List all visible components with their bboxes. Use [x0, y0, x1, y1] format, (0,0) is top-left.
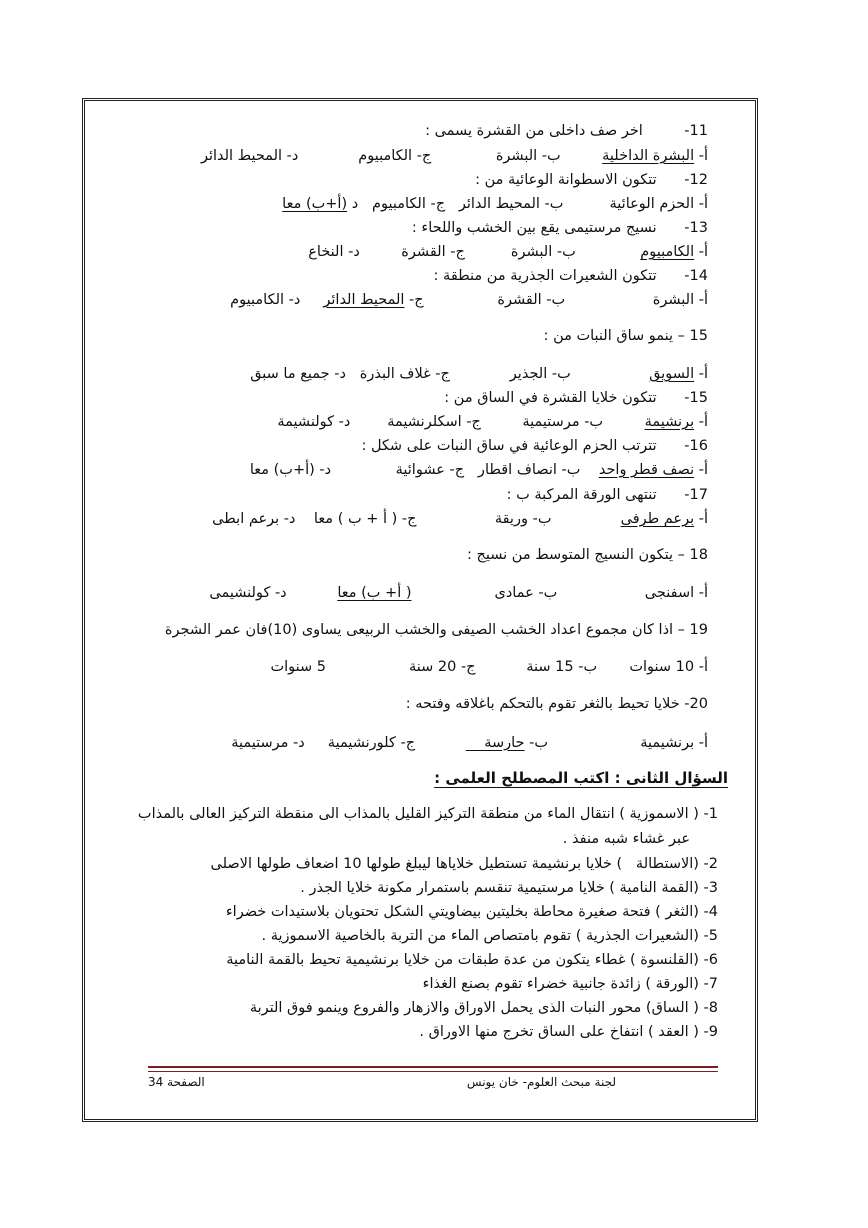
question-line: 15- تتكون خلايا القشرة في الساق من :: [444, 390, 708, 406]
option-text: أ- برنشيمية ب-: [524, 735, 708, 751]
option-text: أ-: [694, 414, 708, 430]
option-text: أ- الحزم الوعائية ب- المحيط الدائر ج- الكامبيوم د: [347, 196, 708, 212]
question-line: 18 – يتكون النسيج المتوسط من نسيج :: [466, 547, 708, 563]
term-line: 1- ( الاسموزية ) انتقال الماء من منطقة التركيز القليل بالمذاب الى منقطة التركيز العالى بالمذاب: [137, 806, 718, 822]
option-text: ب- الجذير ج- غلاف البذرة د- جميع ما سبق: [250, 366, 650, 382]
question-line: 16- تترتب الحزم الوعائية في ساق النبات على شكل :: [361, 438, 708, 454]
question-line: 20- خلايا تحيط بالثغر تقوم بالتحكم باغلاقه وفتحه :: [405, 696, 708, 712]
option-text: ب- مرستيمية ج- اسكلرنشيمة د- كولنشيمة: [277, 414, 645, 430]
correct-answer: السويق: [649, 366, 695, 382]
term-line: 2- (الاستطالة ) خلايا برنشيمة تستطيل خلاياها ليبلغ طولها 10 اضعاف طولها الاصلى: [210, 856, 718, 872]
term-line: 5- (الشعيرات الجذرية ) تقوم بامتصاص الماء من التربة بالخاصية الاسموزية .: [261, 928, 718, 944]
question-line: [250, 460, 708, 480]
option-text: ج- كلورنشيمية د- مرستيمية: [231, 735, 466, 751]
option-text: د- كولنشيمى: [209, 585, 338, 601]
option-text: أ-: [694, 511, 708, 527]
option-text: د- الكامبيوم: [230, 292, 324, 308]
question-line: [270, 657, 708, 677]
question-line: [308, 242, 708, 262]
footer-rule: [148, 1066, 718, 1068]
option-text: ب- البشرة ج- القشرة د- النخاع: [308, 244, 641, 260]
question-line: 15 – ينمو ساق النبات من :: [543, 328, 708, 344]
term-line: 7- (الورقة ) زائدة جانبية خضراء تقوم بصنع الغذاء: [422, 976, 718, 992]
question-line: [230, 290, 708, 310]
correct-answer: برعم طرفى: [620, 511, 695, 527]
footer-rule-thin: [148, 1071, 718, 1072]
question-line: [250, 364, 708, 384]
term-line: 3- (القمة النامية ) خلايا مرستيمية تنقسم باستمرار مكونة خلايا الجذر .: [300, 880, 718, 896]
footer-page-number: الصفحة 34: [148, 1075, 205, 1089]
question-line: 11- اخر صف داخلى من القشرة يسمى :: [425, 123, 708, 139]
option-text: أ-: [694, 148, 708, 164]
option-text: أ- البشرة ب- القشرة ج-: [404, 292, 708, 308]
question-line: 13- نسيج مرستيمى يقع بين الخشب واللحاء :: [411, 220, 708, 236]
question-line: [277, 412, 708, 432]
term-line: 9- ( العقد ) انتفاخ على الساق تخرج منها الاوراق .: [419, 1024, 718, 1040]
option-text: أ-: [694, 244, 708, 260]
option-text: أ- اسفنجى ب- عمادى: [411, 585, 708, 601]
correct-answer: نصف قطر واحد: [598, 462, 695, 478]
term-line: 6- (القلنسوة ) غطاء يتكون من عدة طبقات من خلايا برنشيمية تحيط بالقمة النامية: [226, 952, 718, 968]
correct-answer: الكامبيوم: [640, 244, 695, 260]
question-line: [212, 509, 708, 529]
question-line: 12- تتكون الاسطوانة الوعائية من :: [475, 172, 708, 188]
correct-answer: المحيط الدائر: [323, 292, 405, 308]
term-line: 8- ( الساق) محور النبات الذى يحمل الاوراق والازهار والفروع وينمو فوق التربة: [249, 1000, 718, 1016]
correct-answer: (أ+ب) معا: [282, 196, 348, 212]
option-text: أ- 10 سنوات ب- 15 سنة ج- 20 سنة 5 سنوات: [270, 659, 708, 675]
section-2-title: السؤال الثانى : اكتب المصطلح العلمى :: [434, 769, 728, 787]
question-line: [282, 194, 708, 214]
correct-answer: ( أ+ ب) معا: [337, 585, 412, 601]
option-text: ب- انصاف اقطار ج- عشوائية د- (أ+ب) معا: [249, 462, 599, 478]
option-text: أ-: [694, 462, 708, 478]
option-text: ب- البشرة ج- الكامبيوم د- المحيط الدائر: [200, 148, 603, 164]
footer-committee: لجنة مبحث العلوم- خان يونس: [466, 1075, 616, 1089]
correct-answer: حارسة: [465, 735, 525, 751]
term-line: 4- (الثغر ) فتحة صغيرة محاطة بخليتين بيضاويتي الشكل تحتويان بلاستيدات خضراء: [225, 904, 718, 920]
question-line: [201, 146, 708, 166]
option-text: أ-: [694, 366, 708, 382]
question-line: [209, 583, 708, 603]
term-line: عبر غشاء شبه منفذ .: [562, 831, 690, 847]
question-line: 19 – اذا كان مجموع اعداد الخشب الصيفى والخشب الربيعى يساوى (10)فان عمر الشجرة: [164, 622, 708, 638]
question-line: 17- تنتهى الورقة المركبة ب :: [506, 487, 708, 503]
correct-answer: برنشيمة: [644, 414, 695, 430]
question-line: [231, 733, 708, 753]
question-line: 14- تتكون الشعيرات الجذرية من منطقة :: [433, 268, 708, 284]
option-text: ب- وريقة ج- ( أ + ب ) معا د- برعم ابطى: [212, 511, 621, 527]
correct-answer: البشرة الداخلية: [602, 148, 695, 164]
